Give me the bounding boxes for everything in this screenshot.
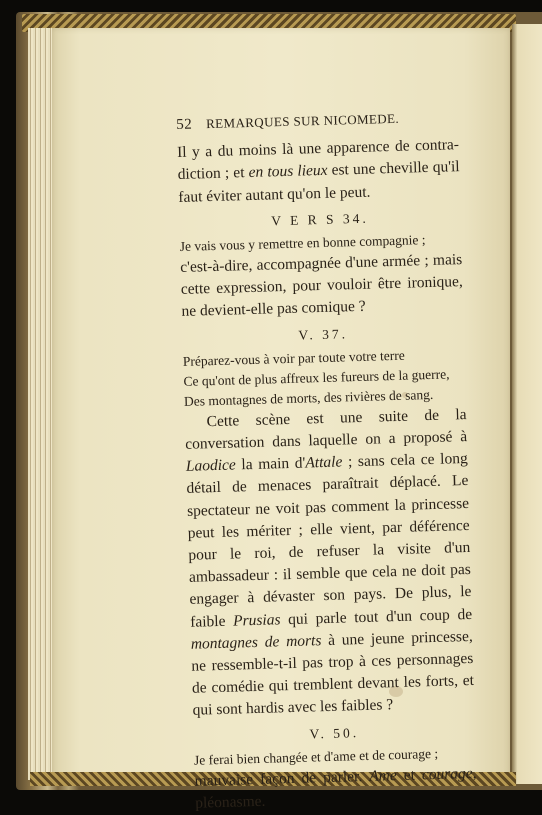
page-text	[176, 106, 477, 815]
verse-quote-34: Je vais vous y remettre en bonne compagnie ;	[179, 232, 426, 254]
paragraph-1: Il y a du moins là une apparence de contra-diction ; et en tous lieux est une cheville qu'il faut éviter autant qu'on le peut.	[176, 136, 460, 206]
verse-heading-34: V E R S 34.	[270, 210, 370, 229]
facing-page-edge	[512, 24, 542, 784]
verse-quote-37-line-2: Ce qu'ont de plus affreux les fureurs de la guerre,	[183, 366, 450, 389]
running-head: REMARQUES SUR NICOMEDE.	[205, 110, 400, 132]
verse-heading-37: V. 37.	[298, 325, 349, 343]
verse-quote-50: Je ferai bien changée et d'ame et de courage ;	[193, 745, 439, 768]
paragraph-3: Cette scène est une suite de la conversation dans laquelle on a proposé à Laodice la main d'Attale ; sans cela ce long détail de menaces paraîtrait déplacé. Le spectateur ne voit pas comment la princesse peut les mériter ; elle vient, par déférence pour le roi, de refuser la visite d'un ambassadeur : il semble que cela ne doit pas engager à dévaster son pays. De plus, le faible Prusias qui parle tout d'un coup de montagnes de morts à une jeune princesse, ne ressemble-t-il pas trop à ces personnages de comédie qui tremblent devant les forts, et qui sont hardis avec les faibles ?	[184, 405, 475, 720]
verse-heading-50: V. 50.	[309, 724, 360, 742]
paragraph-2: c'est-à-dire, accompagnée d'une armée ; mais cette expression, pour vouloir être ironique, ne devient-elle pas comique ?	[180, 251, 464, 321]
page-number: 52	[176, 116, 193, 133]
paragraph-4: mauvaise façon de parler. Ame et courage, pléonasme.	[194, 764, 477, 812]
verse-quote-37-line-3: Des montagnes de morts, des rivières de sang.	[183, 386, 434, 409]
verse-quote-37-line-1: Préparez-vous à voir par toute votre terre	[182, 347, 405, 369]
